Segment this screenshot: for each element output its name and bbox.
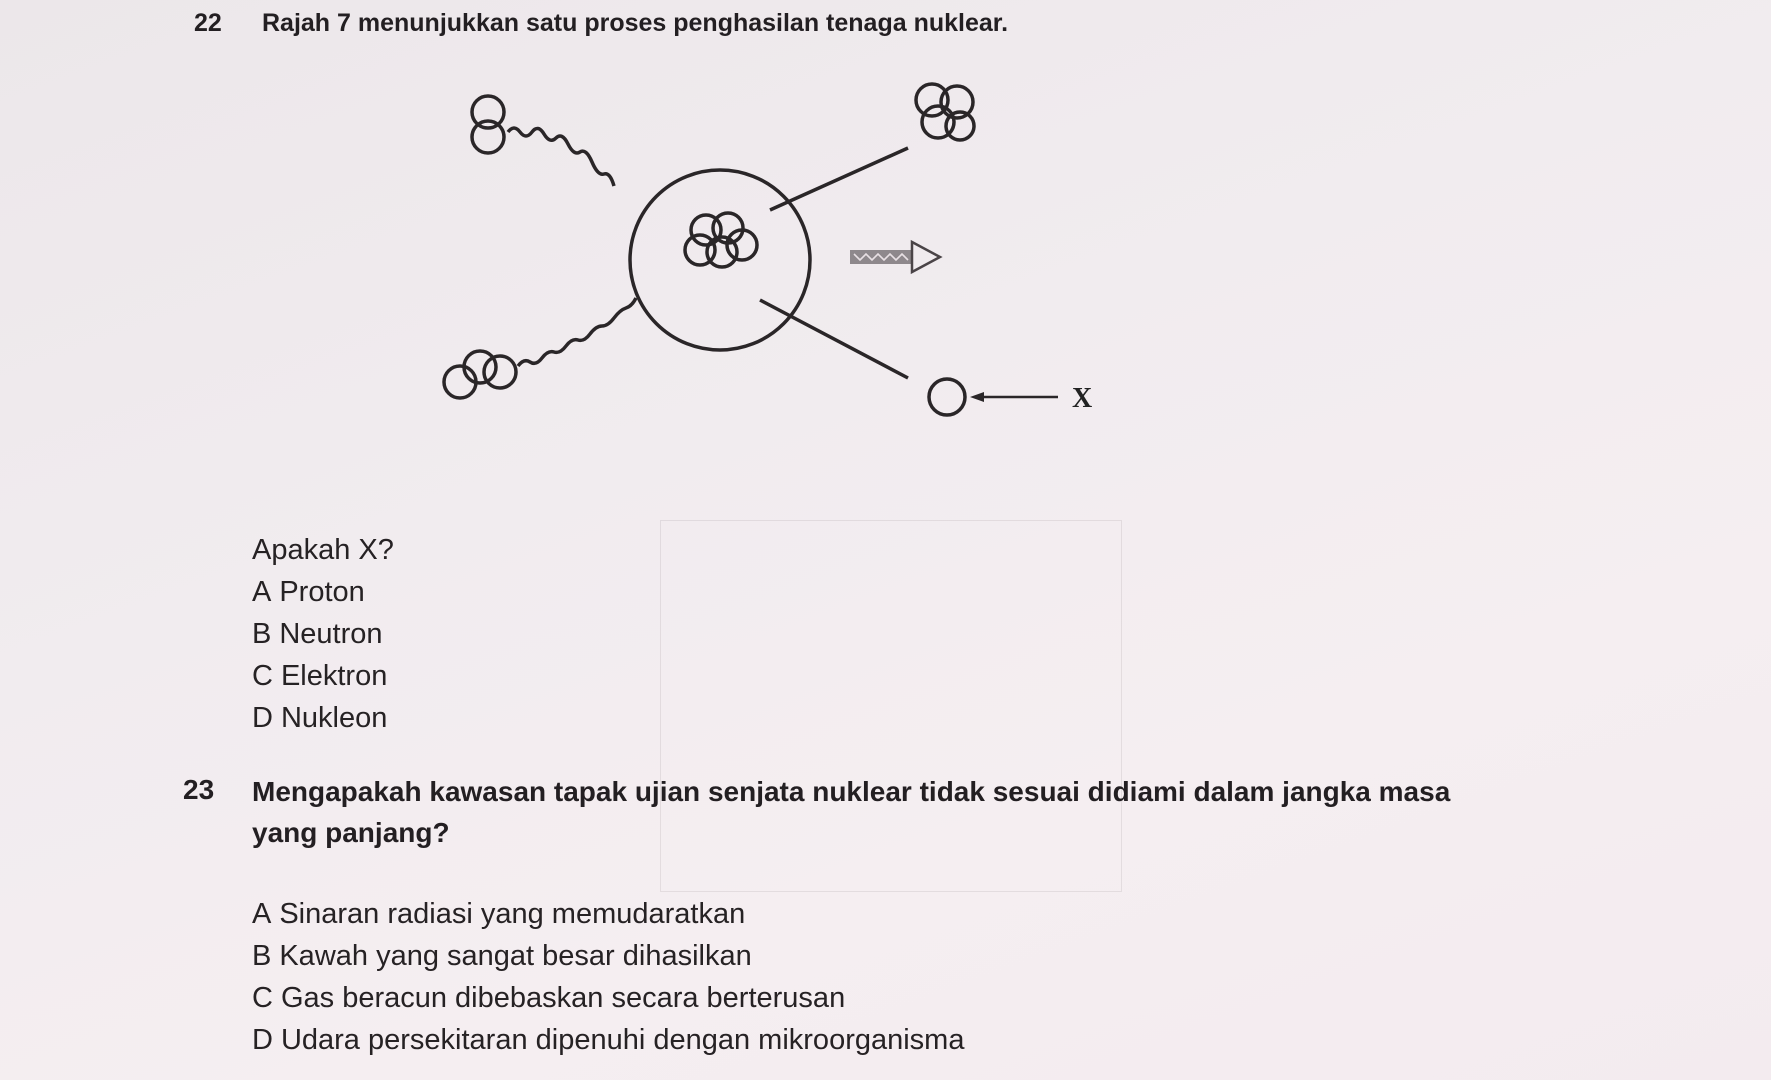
question-22-options <box>252 571 387 739</box>
option-22-b[interactable]: B Neutron <box>252 618 383 650</box>
product-nucleus-top-right <box>916 84 974 140</box>
nuclear-fusion-diagram <box>430 70 1150 430</box>
pointer-arrowhead <box>970 392 984 402</box>
particle-x <box>929 379 965 415</box>
question-22-number: 22 <box>194 9 222 37</box>
outgoing-line-top <box>770 148 908 210</box>
option-23-a[interactable]: A Sinaran radiasi yang memudaratkan <box>252 898 746 930</box>
question-23-stem: Mengapakah kawasan tapak ujian senjata nuklear tidak sesuai didiami dalam jangka masa yang panjang? <box>252 776 1451 848</box>
energy-arrow <box>850 242 940 272</box>
question-22-stem: Rajah 7 menunjukkan satu proses penghasilan tenaga nuklear. <box>262 9 1009 37</box>
option-23-d[interactable]: D Udara persekitaran dipenuhi dengan mikroorganisma <box>252 1024 965 1056</box>
wavy-path-top <box>508 128 614 186</box>
incoming-nucleus-bottom-left <box>444 351 516 398</box>
option-22-c[interactable]: C Elektron <box>252 660 388 692</box>
compound-nucleus <box>685 213 757 267</box>
outgoing-line-bottom <box>760 300 908 378</box>
reaction-circle <box>630 170 810 350</box>
option-23-c[interactable]: C Gas beracun dibebaskan secara berterusan <box>252 982 846 1014</box>
question-22-prompt: Apakah X? <box>252 534 394 566</box>
question-23-options <box>252 893 964 1061</box>
label-x: X <box>1072 383 1093 414</box>
question-23-number: 23 <box>183 774 215 805</box>
option-23-b[interactable]: B Kawah yang sangat besar dihasilkan <box>252 940 752 972</box>
option-22-d[interactable]: D Nukleon <box>252 702 388 734</box>
option-22-a[interactable]: A Proton <box>252 576 365 608</box>
incoming-nucleus-top-left <box>472 96 504 153</box>
wavy-path-bottom <box>518 298 636 366</box>
